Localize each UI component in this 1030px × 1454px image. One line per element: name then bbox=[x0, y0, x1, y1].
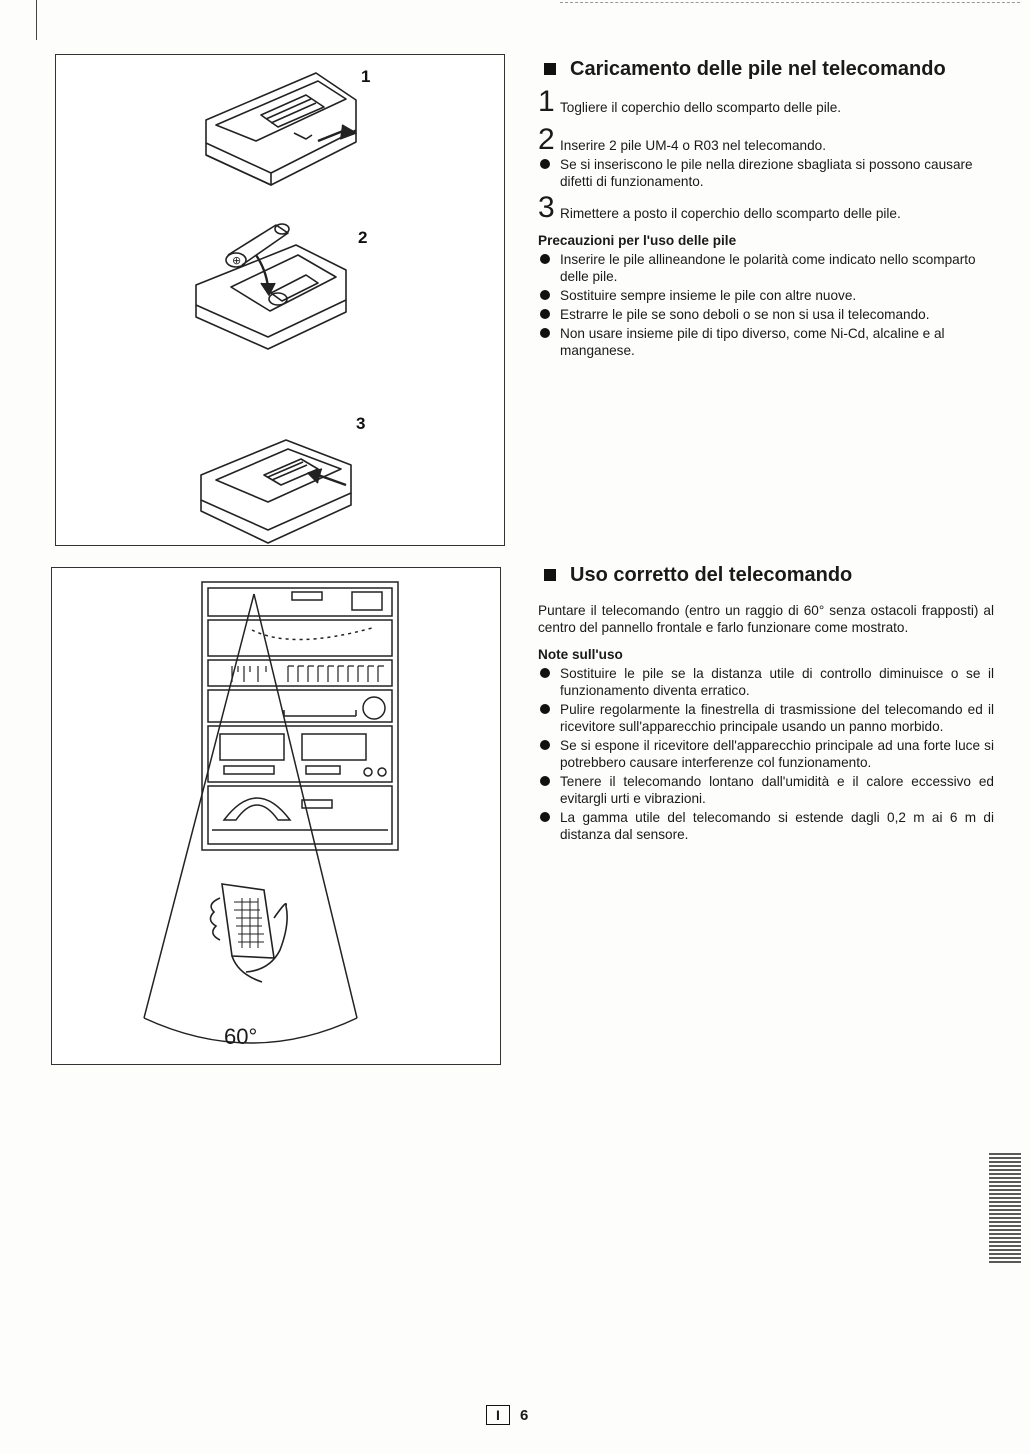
precautions-list bbox=[538, 251, 994, 359]
square-bullet-icon bbox=[544, 569, 556, 581]
figure-step-label: 3 bbox=[356, 414, 366, 433]
list-item: Sostituire sempre insieme le pile con altre nuove. bbox=[538, 287, 994, 304]
list-item: Estrarre le pile se sono deboli o se non si usa il telecomando. bbox=[538, 306, 994, 323]
list-item: Sostituire le pile se la distanza utile di controllo diminuisce o se il funzionamento diventa erratico. bbox=[538, 665, 994, 699]
page-footer bbox=[486, 1405, 528, 1425]
list-item: Se si inseriscono le pile nella direzione sbagliata si possono causare difetti di funzionamento. bbox=[538, 156, 994, 190]
battery-loading-figure bbox=[55, 54, 505, 546]
remote-usage-section bbox=[538, 562, 994, 845]
remote-insert-batteries-drawing bbox=[196, 224, 346, 349]
hand-holding-remote-drawing bbox=[210, 884, 287, 982]
figure-step-label: 2 bbox=[358, 228, 368, 247]
step-number: 3 bbox=[538, 191, 555, 224]
step-3 bbox=[538, 191, 994, 224]
remote-open-cover-drawing bbox=[206, 73, 356, 185]
section-tab-marker bbox=[987, 1150, 1023, 1268]
list-item: Inserire le pile allineandone le polarità come indicato nello scomparto delle pile. bbox=[538, 251, 994, 285]
step-text: Inserire 2 pile UM-4 o R03 nel telecomando. bbox=[560, 138, 826, 153]
angle-label: 60° bbox=[224, 1024, 258, 1049]
intro-paragraph: Puntare il telecomando (entro un raggio di 60° senza ostacoli frapposti) al centro del pannello frontale e farlo funzionare come mostrato. bbox=[538, 603, 994, 635]
list-item: Pulire regolarmente la finestrella di trasmissione del telecomando ed il ricevitore sull'apparecchio principale usando un panno morbido. bbox=[538, 701, 994, 735]
remote-close-cover-drawing bbox=[201, 440, 351, 543]
step-1 bbox=[538, 85, 994, 118]
section-title: Caricamento delle pile nel telecomando bbox=[538, 56, 994, 82]
top-rule bbox=[560, 2, 1020, 4]
operating-angle-figure bbox=[51, 567, 501, 1065]
figure-step-label: 1 bbox=[361, 67, 371, 86]
list-item: Tenere il telecomando lontano dall'umidità e il calore eccessivo ed evitargli urti e vibrazioni. bbox=[538, 773, 994, 807]
step-text: Togliere il coperchio dello scomparto delle pile. bbox=[560, 100, 842, 115]
language-mark: I bbox=[486, 1405, 510, 1425]
battery-loading-section bbox=[538, 56, 994, 361]
step-2 bbox=[538, 123, 994, 156]
step-number: 1 bbox=[538, 85, 555, 118]
step-2-notes bbox=[538, 156, 994, 190]
remote-illustrations bbox=[56, 55, 504, 545]
notes-list bbox=[538, 665, 994, 843]
list-item: Non usare insieme pile di tipo diverso, come Ni-Cd, alcaline e al manganese. bbox=[538, 325, 994, 359]
stereo-system-drawing bbox=[202, 582, 398, 850]
precautions-heading: Precauzioni per l'uso delle pile bbox=[538, 233, 737, 248]
stereo-and-remote-drawing bbox=[52, 568, 500, 1064]
svg-text:⊕: ⊕ bbox=[232, 254, 242, 267]
step-text: Rimettere a posto il coperchio dello scomparto delle pile. bbox=[560, 206, 901, 221]
list-item: Se si espone il ricevitore dell'apparecchio principale ad una forte luce si potrebbero causare interferenze col funzionamento. bbox=[538, 737, 994, 771]
margin-line bbox=[36, 0, 37, 40]
notes-heading: Note sull'uso bbox=[538, 647, 623, 662]
step-number: 2 bbox=[538, 123, 555, 156]
section-title: Uso corretto del telecomando bbox=[538, 562, 994, 588]
list-item: La gamma utile del telecomando si estende dagli 0,2 m ai 6 m di distanza dal sensore. bbox=[538, 809, 994, 843]
square-bullet-icon bbox=[544, 63, 556, 75]
page-number: 6 bbox=[520, 1406, 529, 1424]
